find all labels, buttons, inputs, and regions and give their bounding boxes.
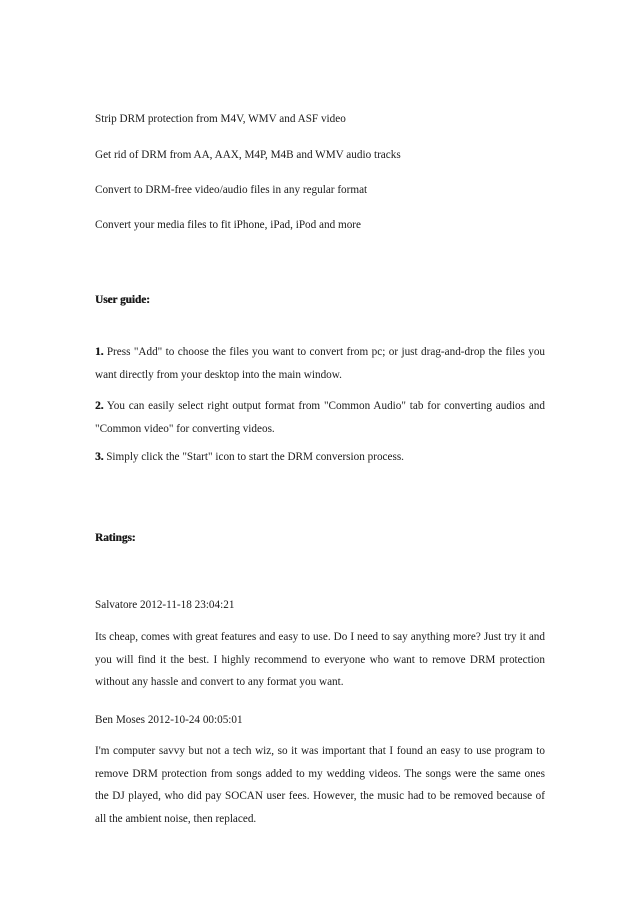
feature-item: Get rid of DRM from AA, AAX, M4P, M4B and WMV audio tracks bbox=[95, 149, 401, 161]
guide-step bbox=[95, 395, 545, 440]
step-text: You can easily select right output format from "Common Audio" tab for converting audios and "Common video" for converting videos. bbox=[95, 400, 545, 435]
feature-item: Convert to DRM-free video/audio files in any regular format bbox=[95, 184, 368, 196]
review-text: I'm computer savvy but not a tech wiz, so it was important that I found an easy to use program to remove DRM protection from songs added to my wedding videos. The songs were the same ones the DJ played, who did pay SOCAN user fees. However, the music had to be removed because of all the ambient noise, then replaced. bbox=[95, 745, 545, 825]
ratings-heading: Ratings: bbox=[95, 532, 136, 544]
guide-step bbox=[95, 446, 545, 469]
step-text: Press "Add" to choose the files you want to convert from pc; or just drag-and-drop the files you want directly from your desktop into the main window. bbox=[95, 346, 546, 381]
feature-item: Convert your media files to fit iPhone, iPad, iPod and more bbox=[95, 219, 361, 231]
review-author-date: Salvatore 2012-11-18 23:04:21 bbox=[95, 599, 235, 611]
feature-item: Strip DRM protection from M4V, WMV and ASF video bbox=[95, 113, 346, 125]
step-number: 3. bbox=[95, 451, 104, 463]
user-guide-heading: User guide: bbox=[95, 294, 150, 306]
step-number: 1. bbox=[95, 346, 104, 358]
review-text: Its cheap, comes with great features and easy to use. Do I need to say anything more? Just try it and you will find it the best. I highly recommend to everyone who want to remove DRM protection without any hassle and convert to any format you want. bbox=[95, 631, 545, 688]
step-number: 2. bbox=[95, 400, 104, 412]
review-author-date: Ben Moses 2012-10-24 00:05:01 bbox=[95, 714, 243, 726]
step-text: Simply click the "Start" icon to start the DRM conversion process. bbox=[106, 451, 404, 463]
guide-step bbox=[95, 341, 545, 386]
